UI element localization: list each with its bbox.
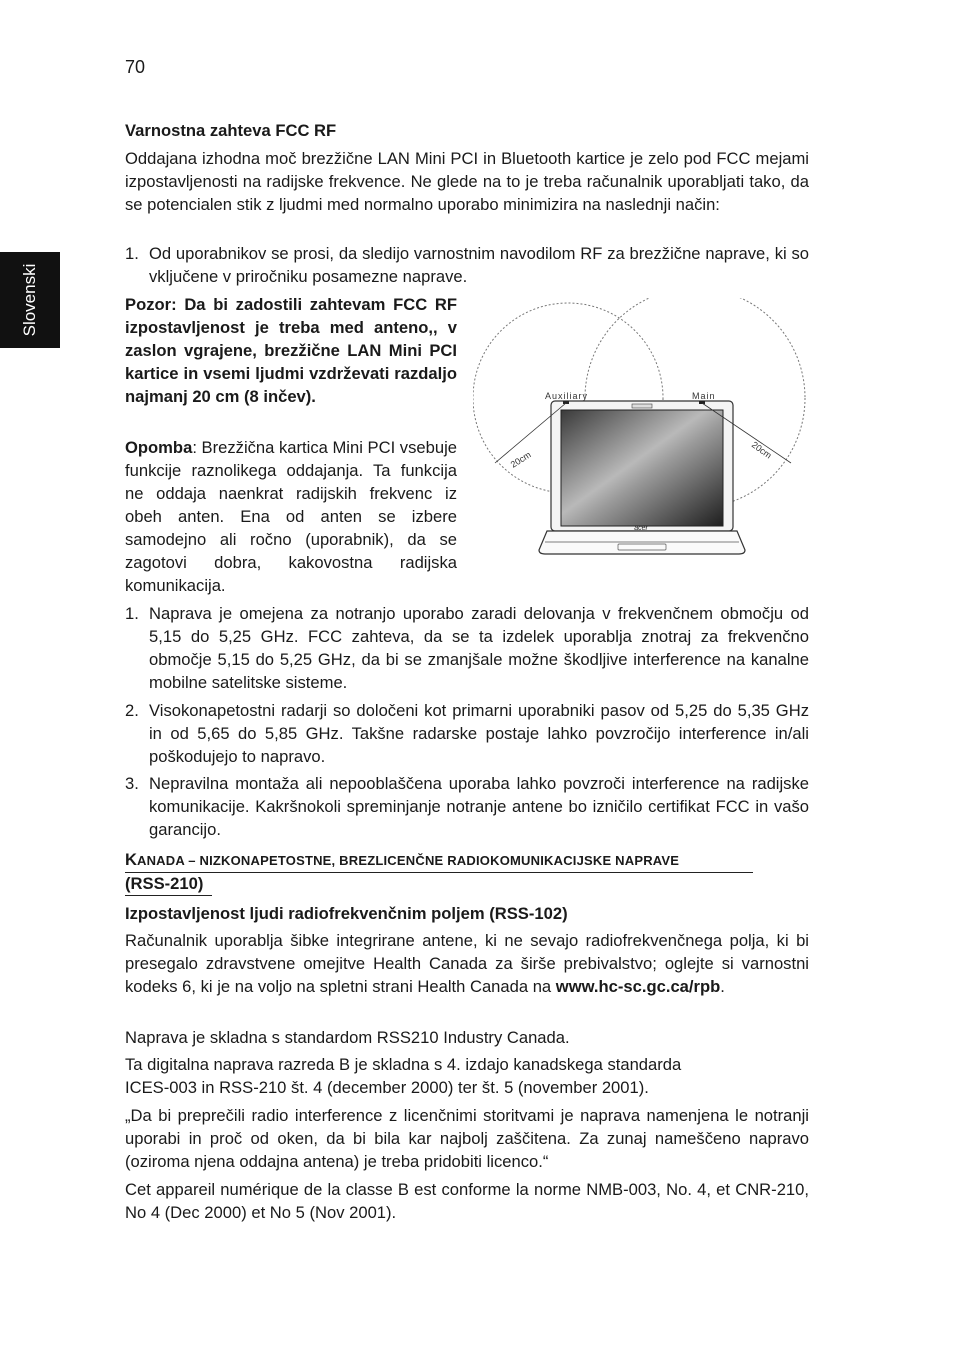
canada-heading-code: (RSS-210)	[125, 873, 212, 896]
canada-heading	[125, 849, 753, 873]
list-item	[125, 699, 809, 768]
language-side-tab	[0, 252, 60, 348]
main-antenna-marker	[699, 401, 705, 404]
opomba-label: Opomba	[125, 438, 193, 457]
exposure-heading: Izpostavljenost ljudi radiofrekvenčnim poljem (RSS-102)	[125, 904, 568, 923]
class-b-line-2: ICES-003 in RSS-210 št. 4 (december 2000) ter št. 5 (november 2001).	[125, 1078, 649, 1097]
auxiliary-antenna-marker	[563, 401, 569, 404]
fcc-heading: Varnostna zahteva FCC RF	[125, 121, 337, 140]
distance-label-right: 20cm	[749, 439, 774, 461]
health-canada-link[interactable]: www.hc-sc.gc.ca/rpb	[555, 977, 721, 996]
french-paragraph: Cet appareil numérique de la classe B est conforme la norme NMB-003, No. 4, et CNR-210, No 4 (Dec 2000) et No 5 (Nov 2001).	[125, 1180, 809, 1222]
pozor-paragraph: Pozor: Da bi zadostili zahtevam FCC RF izpostavljenost je treba med anteno,, v zaslon vgrajene, brezžične LAN Mini PCI kartice in vsemi ljudmi vzdrževati razdaljo najmanj 20 cm (8 inčev).	[125, 295, 457, 406]
canada-heading-cap: K	[125, 850, 137, 869]
auxiliary-antenna-label: Auxiliary	[545, 391, 589, 401]
list-item	[125, 242, 809, 288]
list-text: Visokonapetostni radarji so določeni kot primarni uporabniki pasov od 5,25 do 5,35 GHz in od 5,65 do 5,85 GHz. Takšne radarske postaje lahko povzročijo interference in/ali poškodujejo to napravo.	[149, 701, 809, 766]
list-number: 2.	[125, 701, 139, 720]
opomba-paragraph	[125, 436, 457, 597]
antenna-range-diagram	[473, 298, 809, 560]
exposure-end: .	[720, 977, 725, 996]
laptop-brand-label: acer	[634, 525, 648, 532]
class-b-line-1: Ta digitalna naprava razreda B je skladna s 4. izdajo kanadskega standarda	[125, 1055, 682, 1074]
rss210-paragraph: Naprava je skladna s standardom RSS210 Industry Canada.	[125, 1028, 570, 1047]
canada-heading-rest: ANADA – NIZKONAPETOSTNE, BREZLICENČNE RADIOKOMUNIKACIJSKE NAPRAVE	[136, 853, 680, 868]
list-text: Od uporabnikov se prosi, da sledijo varnostnim navodilom RF za brezžične naprave, ki so vključene v priročniku posamezne naprave.	[149, 244, 809, 286]
exposure-text: Računalnik uporablja šibke integrirane antene, ki ne sevajo radiofrekvenčnega polja, ki bi presegalo zdravstvene omejitve Health Canada za širše prebivalstvo; oglejte si varnostni kodeks 6, ki je na voljo na spletni strani Health Canada na	[125, 931, 809, 996]
list-number: 1.	[125, 244, 139, 263]
page-number: 70	[125, 57, 146, 77]
list-item	[125, 772, 809, 841]
language-side-tab-label: Slovenski	[20, 263, 39, 337]
quote-paragraph: „Da bi preprečili radio interference z licenčnimi storitvami je naprava namenjena le notranji uporabi in proč od oken, da bi bila kar najbolj zaščitena. Za zunaj nameščeno napravo (oziroma njena oddajna antena) je treba pridobiti licenco.“	[125, 1106, 809, 1171]
distance-label-left: 20cm	[508, 449, 533, 470]
fcc-intro-paragraph: Oddajana izhodna moč brezžične LAN Mini PCI in Bluetooth kartice je zelo pod FCC mejami izpostavljenosti na radijske frekvence. Ne glede na to je treba računalnik uporabljati tako, da se potencialen stik z ljudmi med normalno uporabo minimizira na naslednji način:	[125, 149, 809, 214]
list-text: Nepravilna montaža ali nepooblaščena uporaba lahko povzroči interference na radijske komunikacije. Kakršnokoli spreminjanje notranje antene bo izničilo certifikat FCC in vašo garancijo.	[149, 774, 809, 839]
list-number: 3.	[125, 774, 139, 793]
exposure-paragraph	[125, 929, 809, 998]
opomba-text: : Brezžična kartica Mini PCI vsebuje funkcije raznolikega oddajanja. Ta funkcija ne oddaja naenkrat radijskih frekvenc iz obeh anten. Ena od anten se izbere samodejno ali ročno (uporabnik), da se zagotovi dobra, kakovostna radijska komunikacija.	[125, 438, 457, 595]
list-item	[125, 602, 809, 694]
list-number: 1.	[125, 604, 139, 623]
list-text: Naprava je omejena za notranjo uporabo zaradi delovanja v frekvenčnem območju od 5,15 do 5,25 GHz. FCC zahteva, da se ta izdelek uporablja znotraj za frekvenčno območje 5,15 do 5,25 GHz, da bi se zmanjšale možne škodljive interference na kanalne mobilne satelitske sisteme.	[149, 604, 809, 692]
main-antenna-label: Main	[692, 391, 716, 401]
class-b-paragraph	[125, 1053, 809, 1099]
